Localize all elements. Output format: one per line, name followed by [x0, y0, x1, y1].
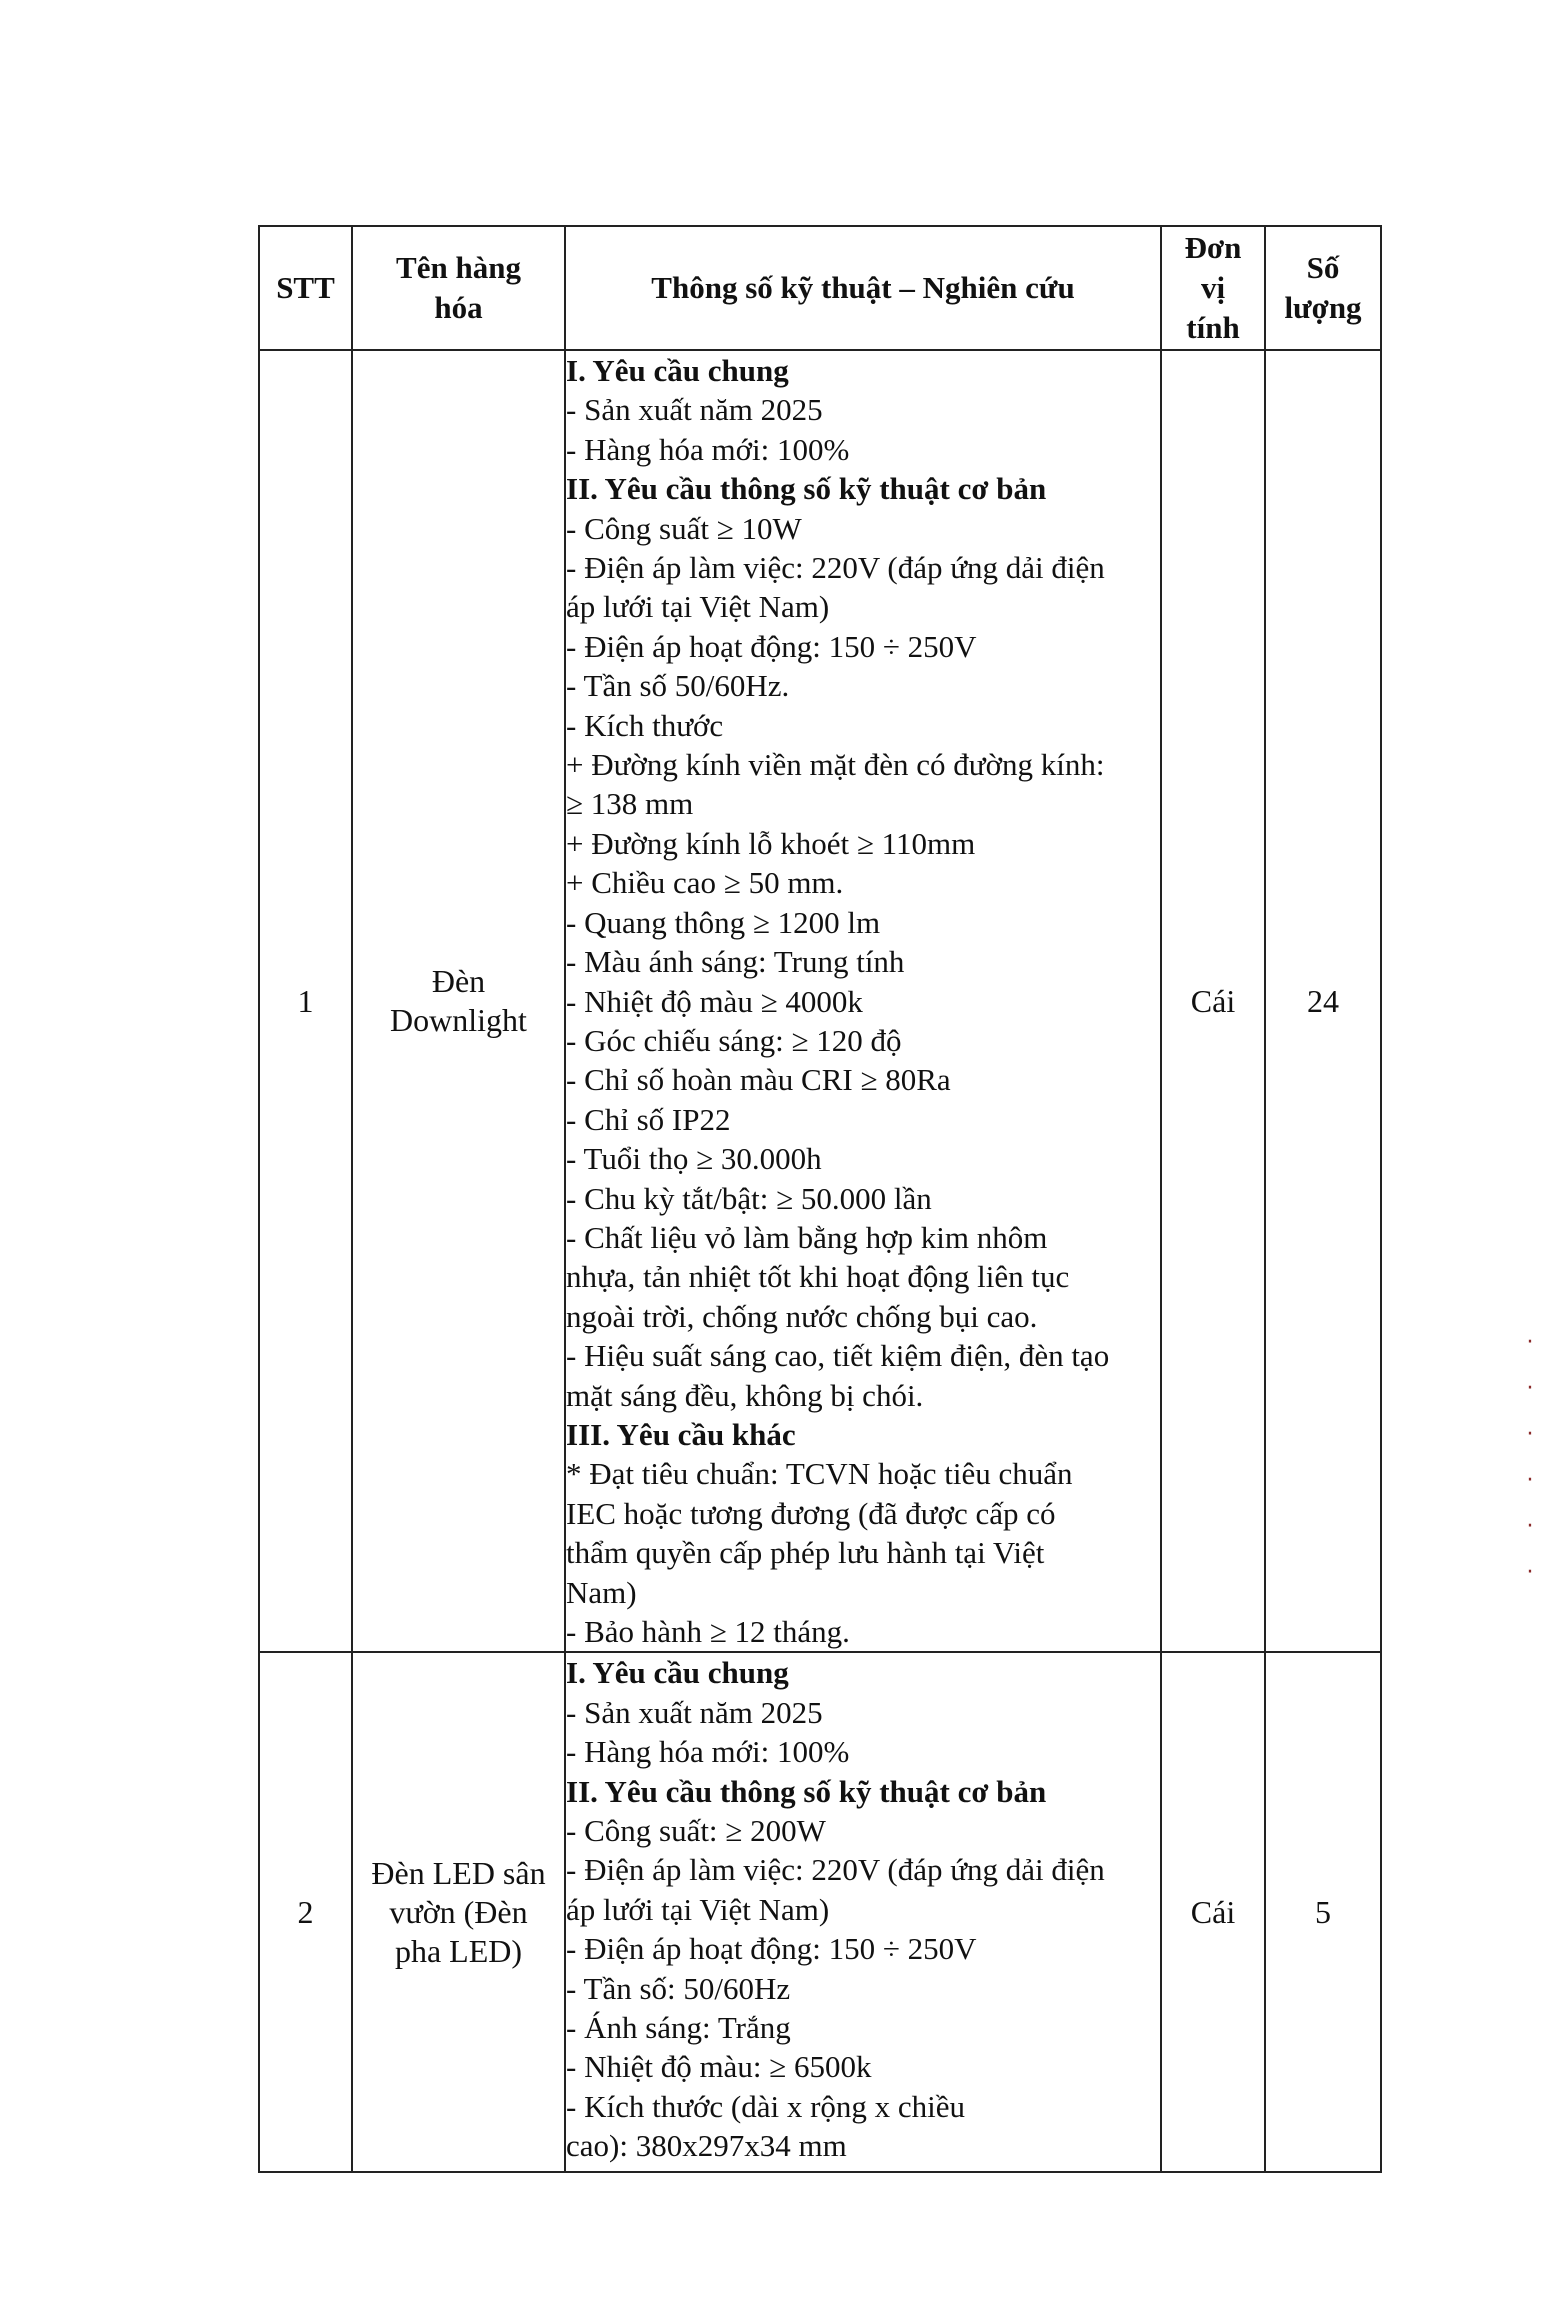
- margin-mark: ·: [1526, 1514, 1534, 1539]
- spec-section-heading: III. Yêu cầu khác: [566, 1416, 796, 1452]
- spec-line: - Góc chiếu sáng: ≥ 120 độ: [566, 1022, 902, 1058]
- spec-line: + Đường kính lỗ khoét ≥ 110mm: [566, 825, 976, 861]
- spec-section-heading: I. Yêu cầu chung: [566, 353, 789, 388]
- spec-line: - Chu kỳ tắt/bật: ≥ 50.000 lần: [566, 1180, 932, 1216]
- spec-line: - Điện áp hoạt động: 150 ÷ 250V: [566, 1931, 977, 1967]
- spec-line: cao): 380x297x34 mm: [566, 2128, 847, 2164]
- table-row: [259, 1652, 1381, 2172]
- margin-mark: ·: [1526, 1330, 1534, 1355]
- header-name: Tên hàng hóa: [352, 226, 565, 350]
- row-1-spec: [565, 350, 1161, 1652]
- margin-mark: ·: [1526, 1376, 1534, 1401]
- spec-line: - Tuổi thọ ≥ 30.000h: [566, 1141, 822, 1177]
- spec-section-heading: I. Yêu cầu chung: [566, 1655, 789, 1691]
- spec-line: Nam): [566, 1574, 637, 1610]
- header-spec: Thông số kỹ thuật – Nghiên cứu: [565, 226, 1161, 350]
- spec-line: * Đạt tiêu chuẩn: TCVN hoặc tiêu chuẩn: [566, 1456, 1073, 1492]
- spec-line: - Điện áp làm việc: 220V (đáp ứng dải điện: [566, 1852, 1105, 1888]
- row-1-qty: 24: [1265, 350, 1381, 1652]
- spec-line: - Sản xuất năm 2025: [566, 392, 823, 428]
- row-2-qty: 5: [1265, 1652, 1381, 2172]
- spec-line: - Bảo hành ≥ 12 tháng.: [566, 1614, 850, 1649]
- spec-section-heading: II. Yêu cầu thông số kỹ thuật cơ bản: [566, 471, 1047, 507]
- row-1-stt: 1: [259, 350, 352, 1652]
- margin-mark: ·: [1526, 1422, 1534, 1447]
- spec-line: IEC hoặc tương đương (đã được cấp có: [566, 1495, 1056, 1531]
- spec-line: - Hàng hóa mới: 100%: [566, 431, 850, 467]
- spec-line: - Chỉ số IP22: [566, 1101, 731, 1137]
- spec-line: - Kích thước (dài x rộng x chiều: [566, 2088, 966, 2124]
- header-qty: Số lượng: [1265, 226, 1381, 350]
- spec-line: - Chỉ số hoàn màu CRI ≥ 80Ra: [566, 1062, 951, 1098]
- table-row: [259, 350, 1381, 1652]
- spec-line: - Hiệu suất sáng cao, tiết kiệm điện, đèn tạo: [566, 1338, 1110, 1374]
- spec-line: - Điện áp hoạt động: 150 ÷ 250V: [566, 628, 977, 664]
- spec-section-heading: II. Yêu cầu thông số kỹ thuật cơ bản: [566, 1773, 1047, 1809]
- row-2-spec: [565, 1652, 1161, 2172]
- spec-line: - Ánh sáng: Trắng: [566, 2010, 791, 2046]
- spec-line: - Màu ánh sáng: Trung tính: [566, 944, 905, 980]
- spec-line: áp lưới tại Việt Nam): [566, 589, 830, 625]
- header-unit: Đơn vị tính: [1161, 226, 1265, 350]
- specification-table: [258, 225, 1382, 2173]
- spec-line: - Nhiệt độ màu: ≥ 6500k: [566, 2049, 872, 2085]
- row-2-name: Đèn LED sân vườn (Đèn pha LED): [352, 1652, 565, 2172]
- spec-line: + Đường kính viền mặt đèn có đường kính:: [566, 747, 1105, 783]
- spec-line: - Kích thước: [566, 707, 724, 743]
- spec-line: + Chiều cao ≥ 50 mm.: [566, 865, 844, 901]
- row-1-name: Đèn Downlight: [352, 350, 565, 1652]
- spec-line: ngoài trời, chống nước chống bụi cao.: [566, 1298, 1038, 1334]
- margin-mark: ·: [1526, 1468, 1534, 1493]
- row-2-unit: Cái: [1161, 1652, 1265, 2172]
- table-header-row: [259, 226, 1381, 350]
- spec-line: - Công suất ≥ 10W: [566, 510, 802, 546]
- spec-line: - Nhiệt độ màu ≥ 4000k: [566, 983, 863, 1019]
- row-1-unit: Cái: [1161, 350, 1265, 1652]
- margin-mark: ·: [1526, 1560, 1534, 1585]
- spec-line: - Quang thông ≥ 1200 lm: [566, 904, 881, 940]
- spec-line: - Sản xuất năm 2025: [566, 1694, 823, 1730]
- spec-line: áp lưới tại Việt Nam): [566, 1891, 830, 1927]
- row-2-stt: 2: [259, 1652, 352, 2172]
- spec-line: - Chất liệu vỏ làm bằng hợp kim nhôm: [566, 1219, 1048, 1255]
- header-stt: STT: [259, 226, 352, 350]
- spec-line: - Tần số: 50/60Hz: [566, 1970, 791, 2006]
- spec-line: - Công suất: ≥ 200W: [566, 1813, 826, 1849]
- spec-line: - Hàng hóa mới: 100%: [566, 1734, 850, 1770]
- spec-line: mặt sáng đều, không bị chói.: [566, 1377, 924, 1413]
- spec-line: - Tần số 50/60Hz.: [566, 668, 790, 704]
- spec-line: thẩm quyền cấp phép lưu hành tại Việt: [566, 1535, 1045, 1571]
- spec-line: - Điện áp làm việc: 220V (đáp ứng dải điện: [566, 550, 1105, 586]
- spec-line: ≥ 138 mm: [566, 786, 694, 822]
- spec-line: nhựa, tản nhiệt tốt khi hoạt động liên tục: [566, 1259, 1070, 1295]
- margin-binding-marks: [1520, 1320, 1540, 1600]
